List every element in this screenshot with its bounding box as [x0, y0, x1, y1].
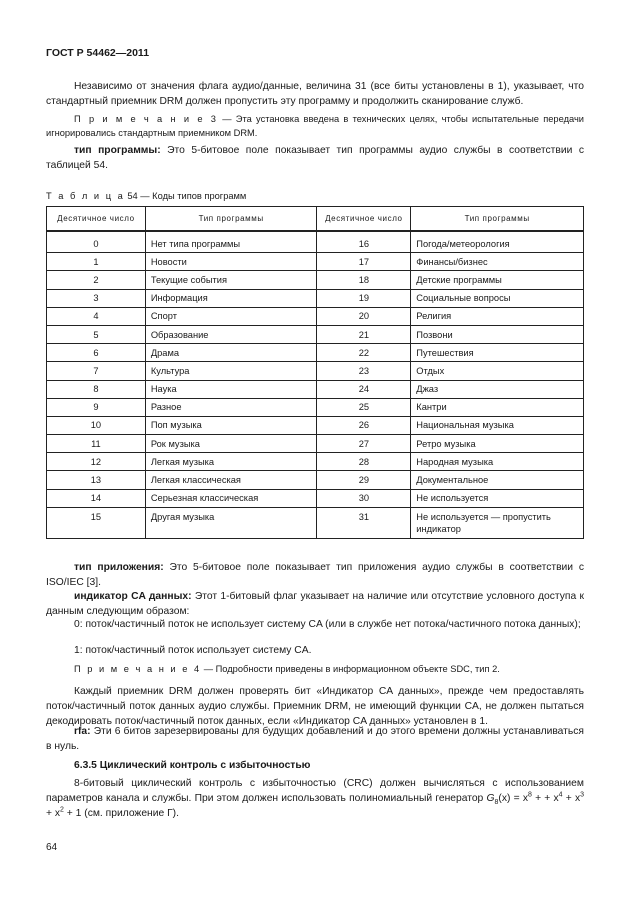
- document-header: ГОСТ Р 54462—2011: [46, 47, 150, 59]
- program-type-text: Это 5-битовое поле показывает тип программы аудио службы в соответствии с таблицей 54.: [46, 145, 584, 171]
- cell-program-type: Серьезная классическая: [145, 489, 317, 507]
- table-row: [47, 307, 584, 325]
- app-type-text: Это 5-битовое поле показывает тип приложения аудио службы в соответствии с ISO/IEC [3].: [46, 562, 584, 588]
- table-row: [47, 362, 584, 380]
- cell-decimal: 8: [47, 380, 146, 398]
- table-row: [47, 289, 584, 307]
- cell-decimal: 29: [317, 471, 411, 489]
- cell-program-type: Нет типа программы: [145, 231, 317, 253]
- crc-p2: 2: [60, 806, 64, 814]
- crc-gen: G: [486, 793, 495, 804]
- cell-decimal: 15: [47, 507, 146, 538]
- cell-program-type: Кантри: [411, 398, 584, 416]
- cell-program-type: Наука: [145, 380, 317, 398]
- crc-x4: + + x: [531, 793, 559, 804]
- crc-p4: 4: [558, 791, 563, 799]
- cell-decimal: 22: [317, 344, 411, 362]
- note-3: [46, 112, 584, 140]
- ca-flag-paragraph: [46, 589, 584, 619]
- cell-decimal: 1: [47, 253, 146, 271]
- program-types-table: [46, 206, 584, 539]
- header-decimal-2: Десятичное число: [317, 207, 411, 232]
- header-type-2: Тип программы: [411, 207, 584, 232]
- header-decimal-1: Десятичное число: [47, 207, 146, 232]
- cell-decimal: 30: [317, 489, 411, 507]
- cell-decimal: 26: [317, 416, 411, 434]
- table-body: [47, 231, 584, 538]
- crc-p8: 8: [527, 791, 532, 799]
- crc-paragraph: [46, 776, 584, 821]
- crc-x2: + x: [46, 808, 61, 819]
- rfa-paragraph: [46, 724, 584, 754]
- cell-program-type: Финансы/бизнес: [411, 253, 584, 271]
- crc-x: (x) = x: [498, 793, 528, 804]
- cell-decimal: 0: [47, 231, 146, 253]
- table-row: [47, 380, 584, 398]
- rfa-text: Эти 6 битов зарезервированы для будущих добавлений и до этого времени должны устанавливаться в нуль.: [46, 726, 584, 752]
- ca-value-1: 1: поток/частичный поток использует систему CA.: [74, 645, 312, 656]
- table-row: [47, 398, 584, 416]
- cell-decimal: 2: [47, 271, 146, 289]
- cell-program-type: Детские программы: [411, 271, 584, 289]
- crc-gen-sub: 8: [494, 799, 499, 807]
- cell-program-type: Образование: [145, 325, 317, 343]
- paragraph-flag: Независимо от значения флага аудио/данные, величина 31 (все биты установлены в 1), указывает, что стандартный приемник DRM должен пропустить эту программу и продолжить сканирование служб.: [46, 81, 584, 107]
- cell-program-type: Культура: [145, 362, 317, 380]
- cell-program-type: Драма: [145, 344, 317, 362]
- cell-program-type: Поп музыка: [145, 416, 317, 434]
- cell-program-type: Документальное: [411, 471, 584, 489]
- table-row: [47, 325, 584, 343]
- cell-program-type: Ретро музыка: [411, 435, 584, 453]
- table-row: [47, 416, 584, 434]
- cell-decimal: 4: [47, 307, 146, 325]
- cell-decimal: 12: [47, 453, 146, 471]
- ca-flag-term: индикатор CA данных:: [74, 591, 192, 602]
- cell-program-type: Разное: [145, 398, 317, 416]
- crc-p3: 3: [580, 791, 585, 799]
- note-4-label: П р и м е ч а н и е 4: [74, 664, 202, 674]
- cell-decimal: 28: [317, 453, 411, 471]
- cell-decimal: 18: [317, 271, 411, 289]
- cell-decimal: 31: [317, 507, 411, 538]
- cell-decimal: 17: [317, 253, 411, 271]
- table-row: [47, 507, 584, 538]
- cell-program-type: Другая музыка: [145, 507, 317, 538]
- table-row: [47, 231, 584, 253]
- cell-program-type: Религия: [411, 307, 584, 325]
- cell-program-type: Информация: [145, 289, 317, 307]
- cell-program-type: Отдых: [411, 362, 584, 380]
- cell-program-type: Новости: [145, 253, 317, 271]
- cell-program-type: Джаз: [411, 380, 584, 398]
- crc-tail: + 1 (см. приложение Г).: [63, 808, 179, 819]
- cell-program-type: Социальные вопросы: [411, 289, 584, 307]
- crc-text: 8-битовый циклический контроль с избыточностью (CRC) должен вычисляться с использованием параметров канала и службы. При этом должен использовать полиномиальный генератор: [46, 778, 584, 804]
- note-4: [46, 662, 584, 676]
- table-caption-text: 54 — Коды типов программ: [124, 191, 247, 201]
- app-type-paragraph: [46, 560, 584, 590]
- program-type-term: тип программы:: [74, 145, 161, 156]
- table-caption: [46, 191, 246, 201]
- cell-decimal: 7: [47, 362, 146, 380]
- cell-program-type: Национальная музыка: [411, 416, 584, 434]
- table-row: [47, 253, 584, 271]
- table-row: [47, 344, 584, 362]
- cell-decimal: 21: [317, 325, 411, 343]
- table-row: [47, 453, 584, 471]
- page-number: 64: [46, 842, 58, 853]
- cell-decimal: 25: [317, 398, 411, 416]
- cell-decimal: 13: [47, 471, 146, 489]
- cell-program-type: Народная музыка: [411, 453, 584, 471]
- table-row: [47, 271, 584, 289]
- note-4-text: — Подробности приведены в информационном объекте SDC, тип 2.: [201, 664, 500, 674]
- drm-paragraph: Каждый приемник DRM должен проверять бит «Индикатор CA данных», прежде чем предоставлять поток/частичный поток данных аудио службы. Приемник DRM, не имеющий функции CA, не должен пытаться декодировать поток/частичный поток данных, если «Индикатор CA данных» установлен в 1.: [46, 686, 584, 727]
- cell-program-type: Не используется — пропустить индикатор: [411, 507, 584, 538]
- cell-decimal: 10: [47, 416, 146, 434]
- note-3-label: П р и м е ч а н и е 3: [74, 114, 218, 124]
- cell-decimal: 20: [317, 307, 411, 325]
- table-header-row: [47, 207, 584, 232]
- section-title: 6.3.5 Циклический контроль с избыточностью: [74, 760, 311, 771]
- cell-decimal: 9: [47, 398, 146, 416]
- table-row: [47, 435, 584, 453]
- cell-decimal: 11: [47, 435, 146, 453]
- program-type-paragraph: [46, 143, 584, 173]
- cell-program-type: Рок музыка: [145, 435, 317, 453]
- cell-decimal: 5: [47, 325, 146, 343]
- cell-program-type: Спорт: [145, 307, 317, 325]
- crc-x3: + x: [562, 793, 581, 804]
- rfa-term: rfa:: [74, 726, 91, 737]
- app-type-term: тип приложения:: [74, 562, 164, 573]
- cell-decimal: 24: [317, 380, 411, 398]
- cell-program-type: Легкая музыка: [145, 453, 317, 471]
- header-type-1: Тип программы: [145, 207, 317, 232]
- cell-decimal: 23: [317, 362, 411, 380]
- ca-flag-text: Этот 1-битовый флаг указывает на наличие или отсутствие условного доступа к данным следующим образом:: [46, 591, 584, 617]
- cell-decimal: 16: [317, 231, 411, 253]
- table-row: [47, 489, 584, 507]
- ca-value-0: 0: поток/частичный поток не использует систему CA (или в службе нет потока/частичного потока данных);: [74, 619, 581, 630]
- cell-decimal: 14: [47, 489, 146, 507]
- note-3-text: — Эта установка введена в технических целях, чтобы испытательные передачи игнорировались стандартным приемником DRM.: [46, 114, 584, 138]
- cell-decimal: 6: [47, 344, 146, 362]
- table-row: [47, 471, 584, 489]
- cell-program-type: Не используется: [411, 489, 584, 507]
- cell-decimal: 3: [47, 289, 146, 307]
- cell-decimal: 19: [317, 289, 411, 307]
- cell-program-type: Позвони: [411, 325, 584, 343]
- cell-program-type: Погода/метеорология: [411, 231, 584, 253]
- cell-program-type: Легкая классическая: [145, 471, 317, 489]
- cell-program-type: Текущие события: [145, 271, 317, 289]
- cell-program-type: Путешествия: [411, 344, 584, 362]
- table-caption-label: Т а б л и ц а: [46, 191, 125, 201]
- cell-decimal: 27: [317, 435, 411, 453]
